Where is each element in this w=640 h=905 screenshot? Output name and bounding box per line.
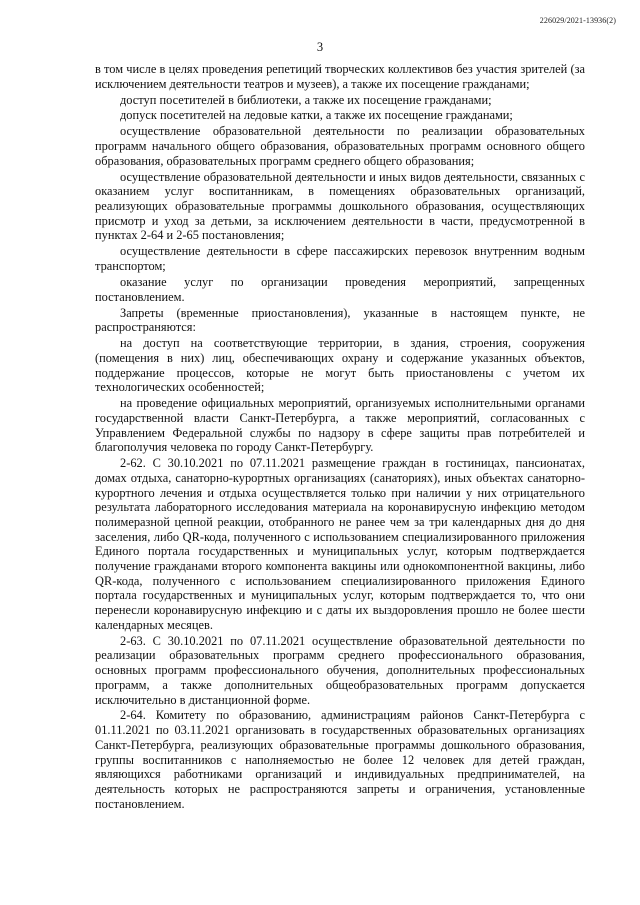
paragraph: оказание услуг по организации проведения мероприятий, запрещенных постановлением. [95, 274, 585, 304]
paragraph: доступ посетителей в библиотеки, а также их посещение гражданами; [120, 92, 492, 107]
paragraph: осуществление образовательной деятельности по реализации образовательных программ начального общего образования, образовательных программ основного общего образования, образовательных программ среднего общего образования; [95, 124, 585, 168]
page-number: 3 [316, 40, 324, 54]
paragraph: допуск посетителей на ледовые катки, а также их посещение гражданами; [120, 108, 513, 123]
paragraph: в том числе в целях проведения репетиций творческих коллективов без участия зрителей (за исключением деятельности театров и музеев), а также их посещение гражданами; [95, 62, 585, 91]
document-id: 226029/2021-13936(2) [539, 16, 616, 25]
paragraph: на проведение официальных мероприятий, организуемых исполнительными органами государственной власти Санкт-Петербурга, а также мероприятий, согласованных с Управлением Федеральной службы по надзору в сфере защиты прав потребителей и благополучия человека по городу Санкт-Петербургу. [95, 396, 585, 455]
paragraph-clause-2-64: 2-64. Комитету по образованию, администрациям районов Санкт-Петербурга с 01.11.2021 по 03.11.2021 организовать в государственных образовательных организациях Санкт-Петербурга, реализующих образовательные программы дошкольного образования, группы воспитанников с наполняемостью не более 12 человек для детей граждан, являющихся работниками организаций и индивидуальных предпринимателей, на деятельность которых не распространяются запреты и ограничения, установленные постановлением. [95, 708, 585, 811]
paragraph-clause-2-62: 2-62. С 30.10.2021 по 07.11.2021 размещение граждан в гостиницах, пансионатах, домах отдыха, санаторно-курортных организациях (санаториях), иных объектах санаторно-курортного лечения и отдыха осуществляется только при наличии у них отрицательного результата лабораторного исследования материала на коронавирусную инфекцию методом полимеразной цепной реакции, отобранного не ранее чем за три календарных дня до дня заселения, либо QR-кода, полученного с использованием специализированного приложения Единого портала государственных и муниципальных услуг, которым подтверждается получение гражданами второго компонента вакцины или однокомпонентной вакцины, либо QR-кода, полученного с использованием специализированного приложения Единого портала государственных и муниципальных услуг, которым подтверждается то, что они перенесли коронавирусную инфекцию и с даты их выздоровления прошло не более шести календарных месяцев. [95, 456, 585, 632]
paragraph: осуществление образовательной деятельности и иных видов деятельности, связанных с оказанием услуг воспитанникам, в помещениях образовательных организаций, реализующих образовательные программы дошкольного образования, осуществляющих присмотр и уход за детьми, за исключением деятельности в части, предусмотренной в пунктах 2-64 и 2-65 постановления; [95, 169, 585, 243]
paragraph-clause-2-63: 2-63. С 30.10.2021 по 07.11.2021 осуществление образовательной деятельности по реализации образовательных программ среднего профессионального образования, основных программ профессионального обучения, дополнительных профессиональных программ, а также дополнительных общеобразовательных программ допускается исключительно в дистанционной форме. [95, 633, 585, 707]
document-body [95, 62, 585, 813]
paragraph: на доступ на соответствующие территории, в здания, строения, сооружения (помещения в них) лиц, обеспечивающих охрану и содержание указанных объектов, поддержание процессов, которые не могут быть приостановлены с учетом их технологических особенностей; [95, 336, 585, 395]
paragraph: Запреты (временные приостановления), указанные в настоящем пункте, не распространяются: [95, 305, 585, 335]
paragraph: осуществление деятельности в сфере пассажирских перевозок внутренним водным транспортом; [95, 244, 585, 274]
